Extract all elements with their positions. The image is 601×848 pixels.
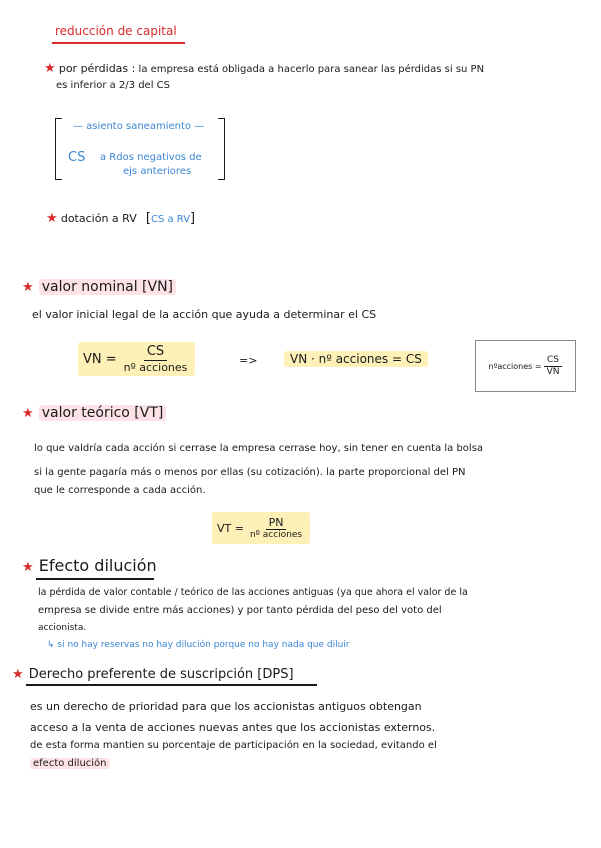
dotacion-line: ★ dotación a RV [CS a RV] [46, 211, 196, 226]
star-icon: ★ [12, 667, 24, 682]
valor-teorico-heading: ★ valor teórico [VT] [22, 402, 166, 421]
valor-nominal-text: el valor inicial legal de la acción que ayuda a determinar el CS [32, 308, 377, 321]
dilucion-heading: ★ Efecto dilución [22, 556, 157, 575]
acciones-fraction: $\frac{CS}{VN}$ [544, 355, 563, 378]
valor-teorico-line-3: que le corresponde a cada acción. [34, 485, 206, 496]
vn-formula-2: VN · nº acciones = CS [284, 351, 428, 367]
acciones-box: nºacciones = $\frac{CS}{VN}$ [475, 340, 576, 392]
dps-heading: ★ Derecho preferente de suscripción [DPS] [12, 667, 294, 682]
dilucion-line-3: accionista. [38, 623, 87, 633]
asiento-bracket-left [55, 118, 62, 180]
star-icon: ★ [44, 61, 56, 76]
vt-fraction: $\frac{PN}{\text{nº acciones}}$ [249, 515, 303, 540]
asiento-heading: — asiento saneamiento — [73, 121, 205, 132]
valor-nominal-heading: ★ valor nominal [VN] [22, 276, 176, 295]
asiento-debit: CS [68, 150, 86, 165]
dilucion-note: ↳ si no hay reservas no hay dilución porque no hay nada que diluir [47, 640, 350, 650]
dps-line-4: efecto dilución [30, 758, 110, 769]
title-underline [52, 42, 185, 44]
valor-teorico-line-2: si la gente pagaría más o menos por ellas (su cotización). la parte proporcional del PN [34, 467, 466, 478]
asiento-credit-1: a Rdos negativos de [100, 152, 202, 163]
implies-arrow: => [239, 354, 258, 367]
star-icon: ★ [46, 211, 58, 226]
perdidas-line-2: es inferior a 2/3 del CS [56, 80, 170, 91]
vn-fraction: $\frac{CS}{\text{nº acciones}}$ [123, 344, 188, 374]
dps-line-2: acceso a la venta de acciones nuevas antes que los accionistas externos. [30, 721, 436, 734]
star-icon: ★ [22, 560, 34, 575]
dilucion-underline [36, 578, 154, 580]
perdidas-line-1: ★ por pérdidas : la empresa está obligada a hacerlo para sanear las pérdidas si su PN [44, 61, 485, 76]
page-title: reducción de capital [55, 24, 177, 38]
valor-teorico-line-1: lo que valdría cada acción si cerrase la empresa cerrase hoy, sin tener en cuenta la bolsa [34, 443, 484, 454]
vn-formula: VN = $\frac{CS}{\text{nº acciones}}$ [78, 342, 195, 376]
vt-formula: VT = $\frac{PN}{\text{nº acciones}}$ [212, 512, 310, 544]
star-icon: ★ [22, 406, 34, 421]
dps-underline [26, 684, 317, 686]
asiento-credit-2: ejs anteriores [123, 166, 192, 177]
dps-line-1: es un derecho de prioridad para que los accionistas antiguos obtengan [30, 700, 422, 713]
dilucion-line-1: la pérdida de valor contable / teórico de las acciones antiguas (ya que ahora el valor de la [38, 587, 468, 598]
star-icon: ★ [22, 280, 34, 295]
asiento-bracket-right [218, 118, 225, 180]
dps-line-3: de esta forma mantien su porcentaje de participación en la sociedad, evitando el [30, 740, 437, 751]
dilucion-line-2: empresa se divide entre más acciones) y por tanto pérdida del peso del voto del [38, 605, 442, 616]
